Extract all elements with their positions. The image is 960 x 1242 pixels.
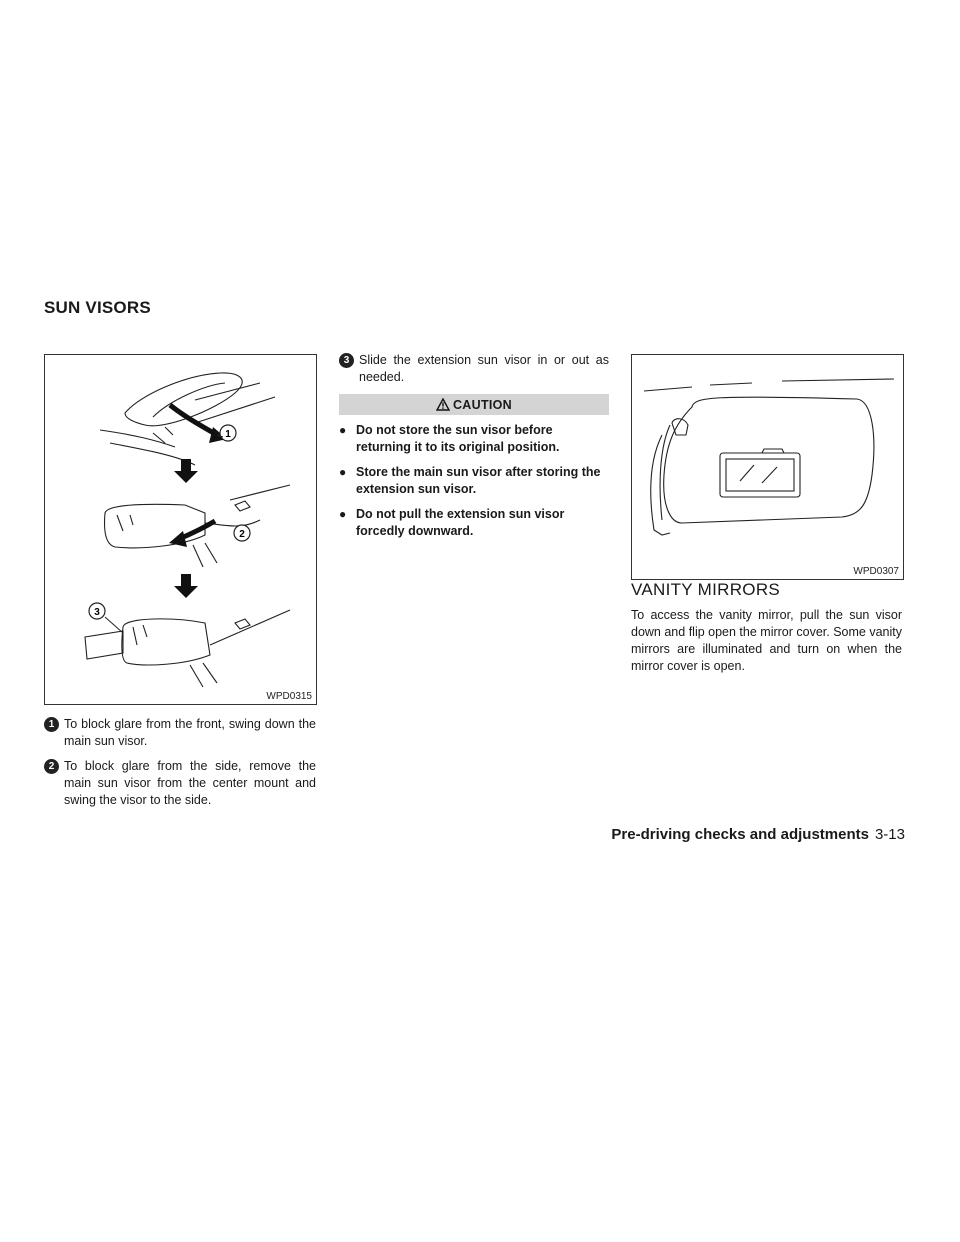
caution-list — [339, 422, 609, 548]
step-text: Slide the extension sun visor in or out as needed. — [359, 353, 609, 384]
section-title: SUN VISORS — [44, 298, 151, 317]
sun-visor-illustration — [45, 355, 316, 704]
caution-title: CAUTION — [452, 397, 513, 412]
callout-3: 3 — [94, 607, 100, 618]
sun-visor-figure — [44, 354, 317, 705]
page-number: 3-13 — [874, 826, 905, 843]
caution-item: ● Do not store the sun visor before returning it to its original position. — [339, 423, 560, 454]
page-footer — [583, 826, 905, 843]
vanity-paragraph: To access the vanity mirror, pull the sun visor down and flip open the mirror cover. Some vanity mirrors are illuminated and turn on when the mirror cover is open. — [631, 608, 902, 673]
step-text: To block glare from the side, remove the main sun visor from the center mount and swing the visor to the side. — [64, 759, 316, 807]
vanity-heading: VANITY MIRRORS — [631, 580, 781, 599]
step-item — [44, 716, 316, 750]
down-arrow-icon — [174, 459, 198, 483]
chapter-title: Pre-driving checks and adjustments — [611, 826, 869, 843]
step-number: 3 — [339, 353, 354, 368]
caution-header — [339, 394, 609, 415]
steps-left — [44, 716, 316, 809]
down-arrow-icon — [174, 574, 198, 598]
figure-code: WPD0307 — [853, 566, 899, 577]
step-number: 2 — [44, 759, 59, 774]
figure-code: WPD0315 — [266, 691, 312, 702]
step-item — [44, 758, 316, 809]
steps-middle — [339, 352, 609, 386]
vanity-mirror-figure — [631, 354, 904, 580]
caution-item: ● Do not pull the extension sun visor forcedly downward. — [339, 507, 565, 538]
step-item — [339, 352, 609, 386]
caution-item: ● Store the main sun visor after storing the extension sun visor. — [339, 465, 601, 496]
step-number: 1 — [44, 717, 59, 732]
step-text: To block glare from the front, swing down the main sun visor. — [64, 717, 316, 748]
vanity-mirror-illustration — [632, 355, 903, 579]
warning-icon — [436, 398, 450, 411]
callout-1: 1 — [225, 429, 231, 440]
callout-2: 2 — [239, 529, 245, 540]
